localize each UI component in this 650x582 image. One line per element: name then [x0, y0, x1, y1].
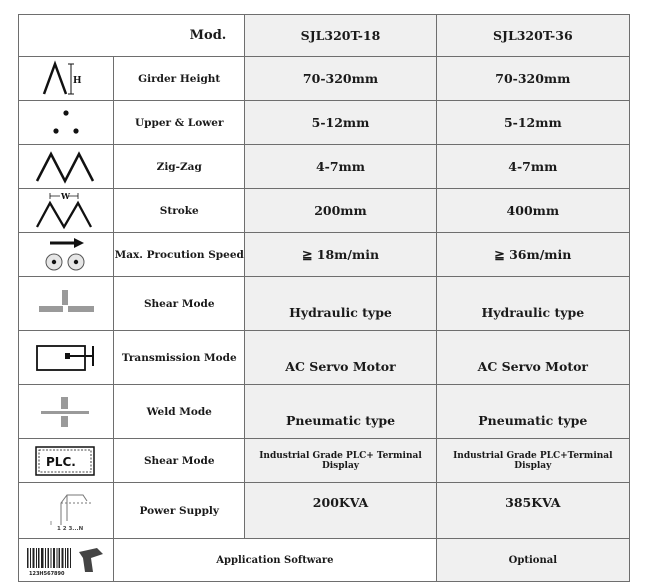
table-row	[19, 385, 630, 439]
header-label: Mod.	[19, 15, 245, 57]
plc-icon	[19, 439, 114, 483]
model-a-header: SJL320T-18	[245, 15, 436, 57]
barcode-number: 123H567890	[29, 571, 65, 577]
value-model-b: AC Servo Motor	[436, 331, 629, 385]
value-model-b: 385KVA	[436, 483, 629, 539]
girder-height-icon	[19, 57, 114, 101]
value-model-b: 400mm	[436, 189, 629, 233]
stroke-w-letter: W	[61, 190, 71, 201]
value-model-a: 200KVA	[245, 483, 436, 539]
speed-icon	[19, 233, 114, 277]
row-label: Shear Mode	[114, 277, 245, 331]
value-model-b: Hydraulic type	[436, 277, 629, 331]
power-supply-icon	[19, 483, 114, 539]
table-row	[19, 189, 630, 233]
spec-table-container	[18, 14, 630, 577]
power-seq-text: 1 2 3...N	[57, 525, 84, 531]
value-model-a: 5-12mm	[245, 101, 436, 145]
value-model-b: 70-320mm	[436, 57, 629, 101]
table-row	[19, 539, 630, 582]
table-row	[19, 145, 630, 189]
row-label: Max. Procution Speed	[114, 233, 245, 277]
transmission-icon	[19, 331, 114, 385]
row-label: Stroke	[114, 189, 245, 233]
header-row	[19, 15, 630, 57]
table-row	[19, 277, 630, 331]
value-model-a: AC Servo Motor	[245, 331, 436, 385]
table-row	[19, 483, 630, 539]
value-model-b: 5-12mm	[436, 101, 629, 145]
value-model-a: Industrial Grade PLC+ Terminal Display	[245, 439, 436, 483]
row-label: Transmission Mode	[114, 331, 245, 385]
application-software-value: Optional	[436, 539, 629, 582]
row-label: Power Supply	[114, 483, 245, 539]
value-model-a: Pneumatic type	[245, 385, 436, 439]
zig-zag-icon	[19, 145, 114, 189]
plc-text: PLC.	[46, 454, 76, 469]
shear-icon	[19, 277, 114, 331]
row-label: Zig-Zag	[114, 145, 245, 189]
weld-icon	[19, 385, 114, 439]
row-label: Shear Mode	[114, 439, 245, 483]
stroke-icon	[19, 189, 114, 233]
value-model-a: Hydraulic type	[245, 277, 436, 331]
model-b-header: SJL320T-36	[436, 15, 629, 57]
barcode-scanner-icon	[19, 539, 114, 582]
table-row	[19, 101, 630, 145]
row-label: Girder Height	[114, 57, 245, 101]
value-model-a: 200mm	[245, 189, 436, 233]
table-row	[19, 331, 630, 385]
value-model-b: Industrial Grade PLC+Terminal Display	[436, 439, 629, 483]
value-model-b: ≧ 36m/min	[436, 233, 629, 277]
row-label: Upper & Lower	[114, 101, 245, 145]
value-model-a: 4-7mm	[245, 145, 436, 189]
value-model-b: 4-7mm	[436, 145, 629, 189]
girder-h-letter: H	[73, 75, 82, 86]
value-model-a: 70-320mm	[245, 57, 436, 101]
upper-lower-icon	[19, 101, 114, 145]
table-row	[19, 439, 630, 483]
table-row	[19, 57, 630, 101]
spec-table	[18, 14, 630, 582]
row-label: Weld Mode	[114, 385, 245, 439]
application-software-label: Application Software	[114, 539, 437, 582]
table-row	[19, 233, 630, 277]
value-model-a: ≧ 18m/min	[245, 233, 436, 277]
value-model-b: Pneumatic type	[436, 385, 629, 439]
